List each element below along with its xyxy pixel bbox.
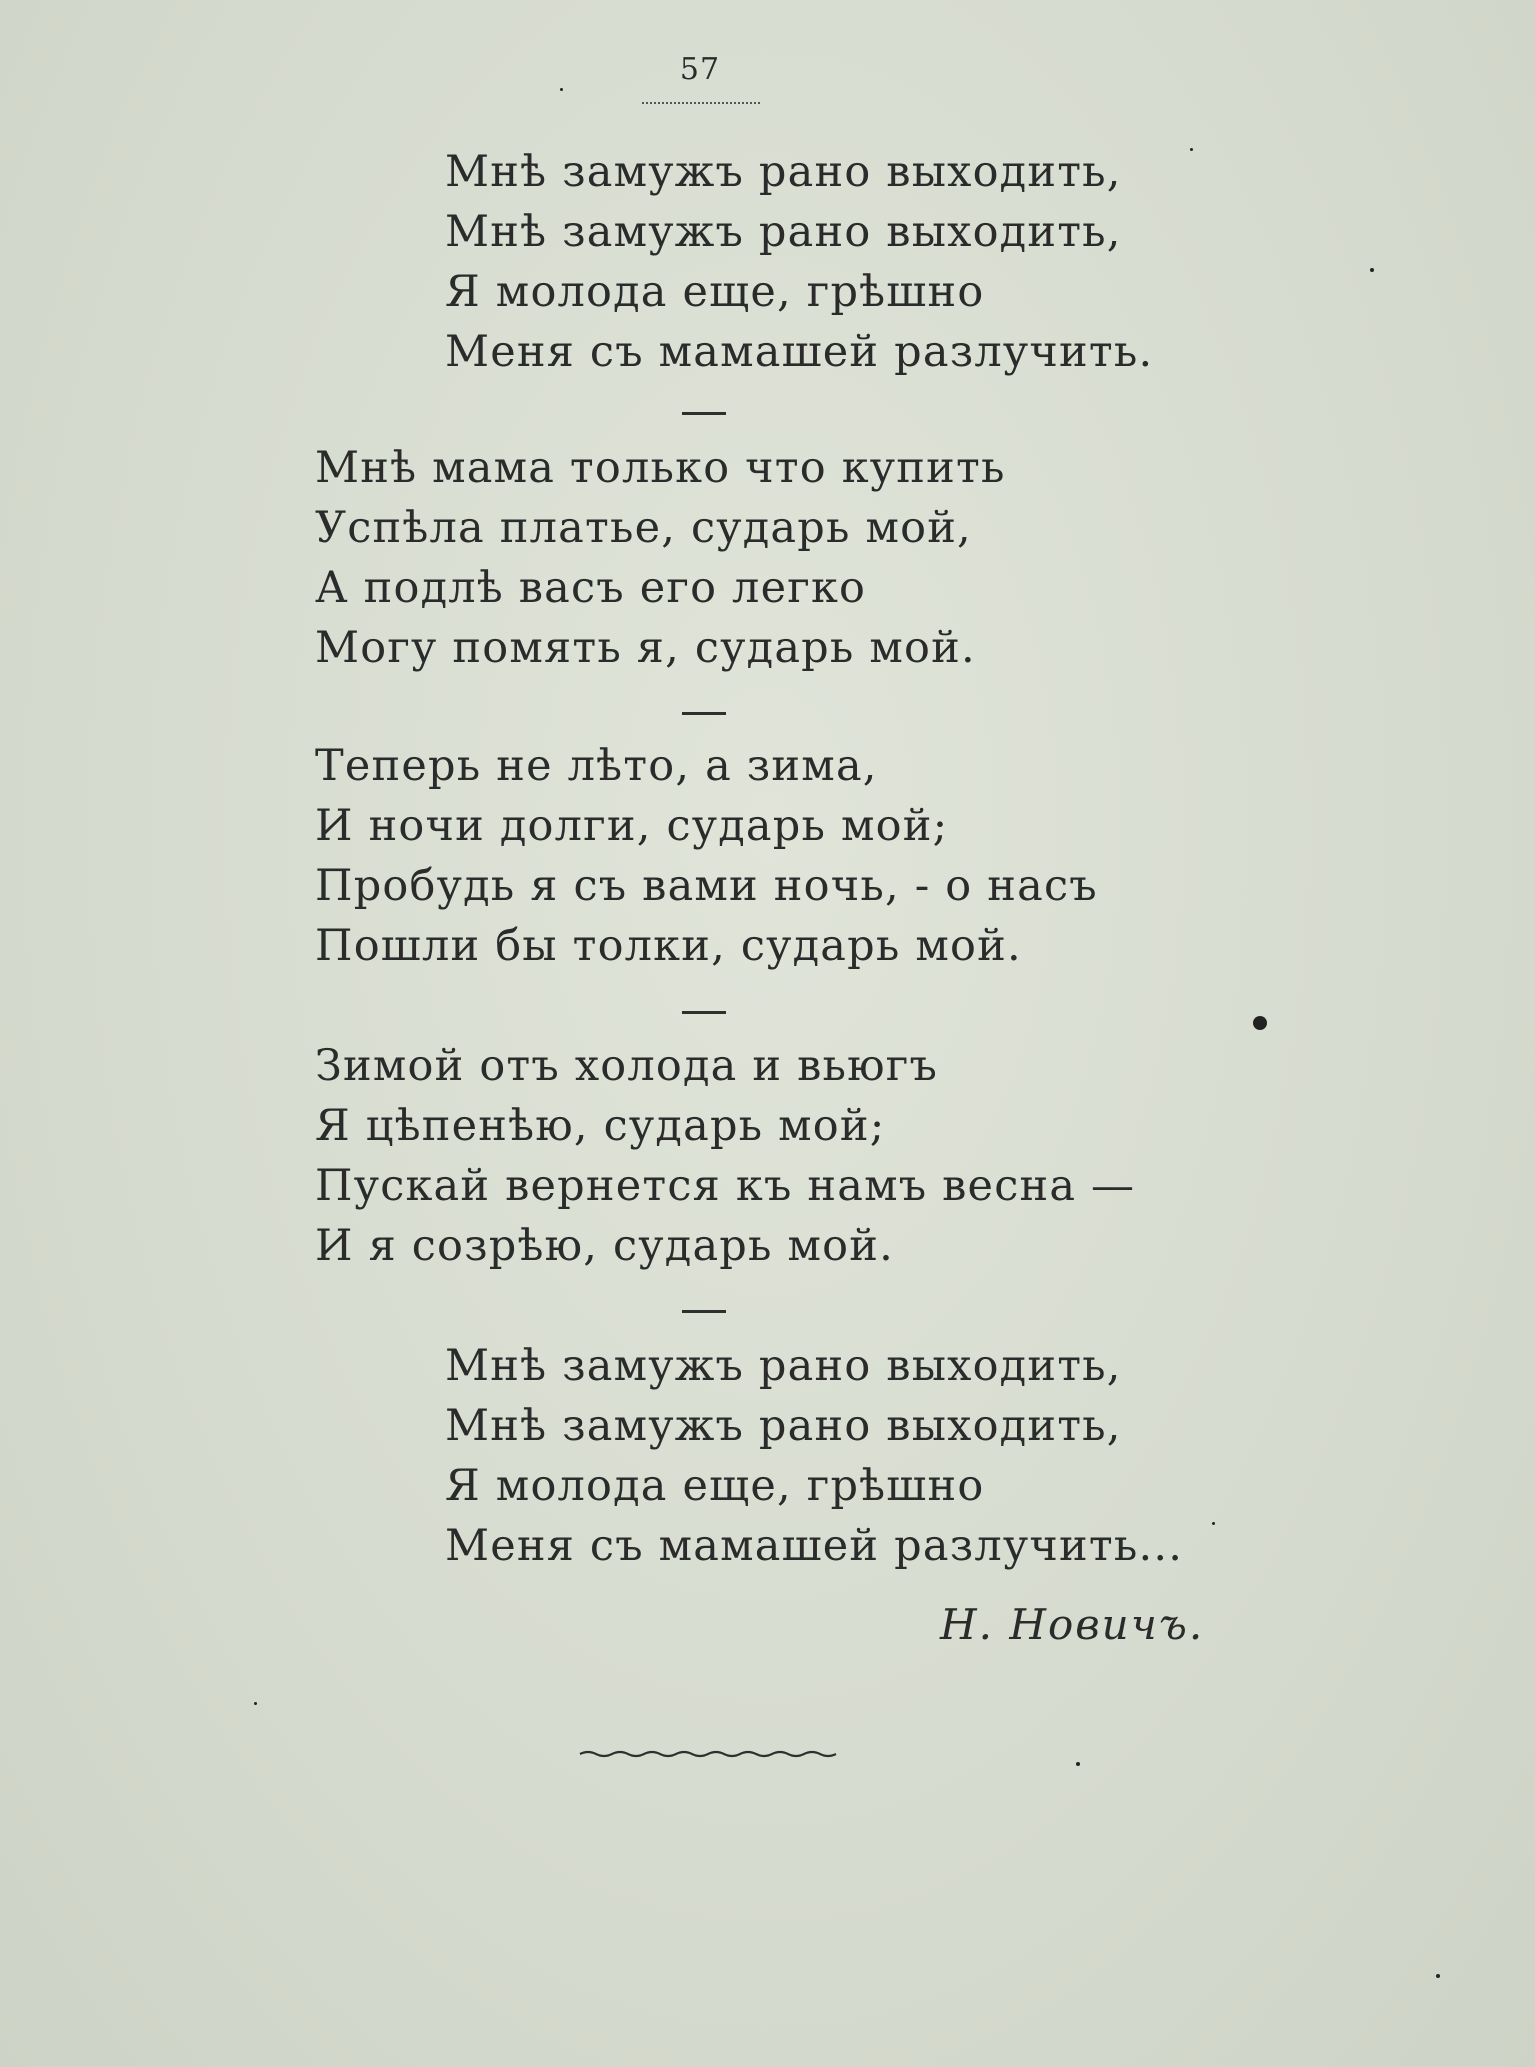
closing-flourish-ornament [578,1742,840,1766]
stanza-separator [682,1011,726,1014]
page-number-rule [642,102,760,104]
ink-speck [1436,1974,1440,1978]
verse-line: Мнѣ замужъ рано выходить, [445,1401,1122,1451]
page-number: 57 [679,52,721,87]
verse-line: Пробудь я съ вами ночь, - о насъ [315,861,1098,911]
verse-line: Зимой отъ холода и вьюгъ [315,1041,939,1091]
stanza-separator [682,412,726,415]
stanza-separator [682,712,726,715]
verse-line: Я молода еще, грѣшно [445,1461,985,1511]
verse-line: Пускай вернется къ намъ весна — [315,1161,1136,1211]
verse-line: Успѣла платье, сударь мой, [315,503,972,553]
stanza-1 [445,142,1153,382]
stanza-2 [315,438,1006,678]
ink-speck [254,1702,257,1705]
stanza-4 [315,1036,1135,1276]
stanza-separator [682,1310,726,1313]
verse-line: Мнѣ мама только что купить [315,443,1006,493]
verse-line: Меня съ мамашей разлучить. [445,327,1154,377]
verse-line: Могу помять я, сударь мой. [315,623,976,673]
verse-line: И ночи долги, сударь мой; [315,801,949,851]
stanza-5 [445,1336,1183,1576]
verse-line: Меня съ мамашей разлучить... [445,1521,1184,1571]
author-signature: Н. Новичъ. [940,1600,1205,1649]
verse-line: Мнѣ замужъ рано выходить, [445,147,1122,197]
verse-line: И я созрѣю, сударь мой. [315,1221,894,1271]
ink-speck [1190,148,1193,151]
stanza-3 [315,736,1098,976]
ink-speck [1370,268,1374,272]
verse-line: Мнѣ замужъ рано выходить, [445,207,1122,257]
verse-line: А подлѣ васъ его легко [315,563,867,613]
ink-speck [1212,1522,1215,1525]
ink-speck [1076,1762,1080,1766]
verse-line: Теперь не лѣто, а зима, [315,741,878,791]
ink-speck [560,88,563,91]
verse-line: Я молода еще, грѣшно [445,267,985,317]
ink-speck [1253,1016,1267,1030]
verse-line: Пошли бы толки, сударь мой. [315,921,1022,971]
verse-line: Мнѣ замужъ рано выходить, [445,1341,1122,1391]
verse-line: Я цѣпенѣю, сударь мой; [315,1101,886,1151]
